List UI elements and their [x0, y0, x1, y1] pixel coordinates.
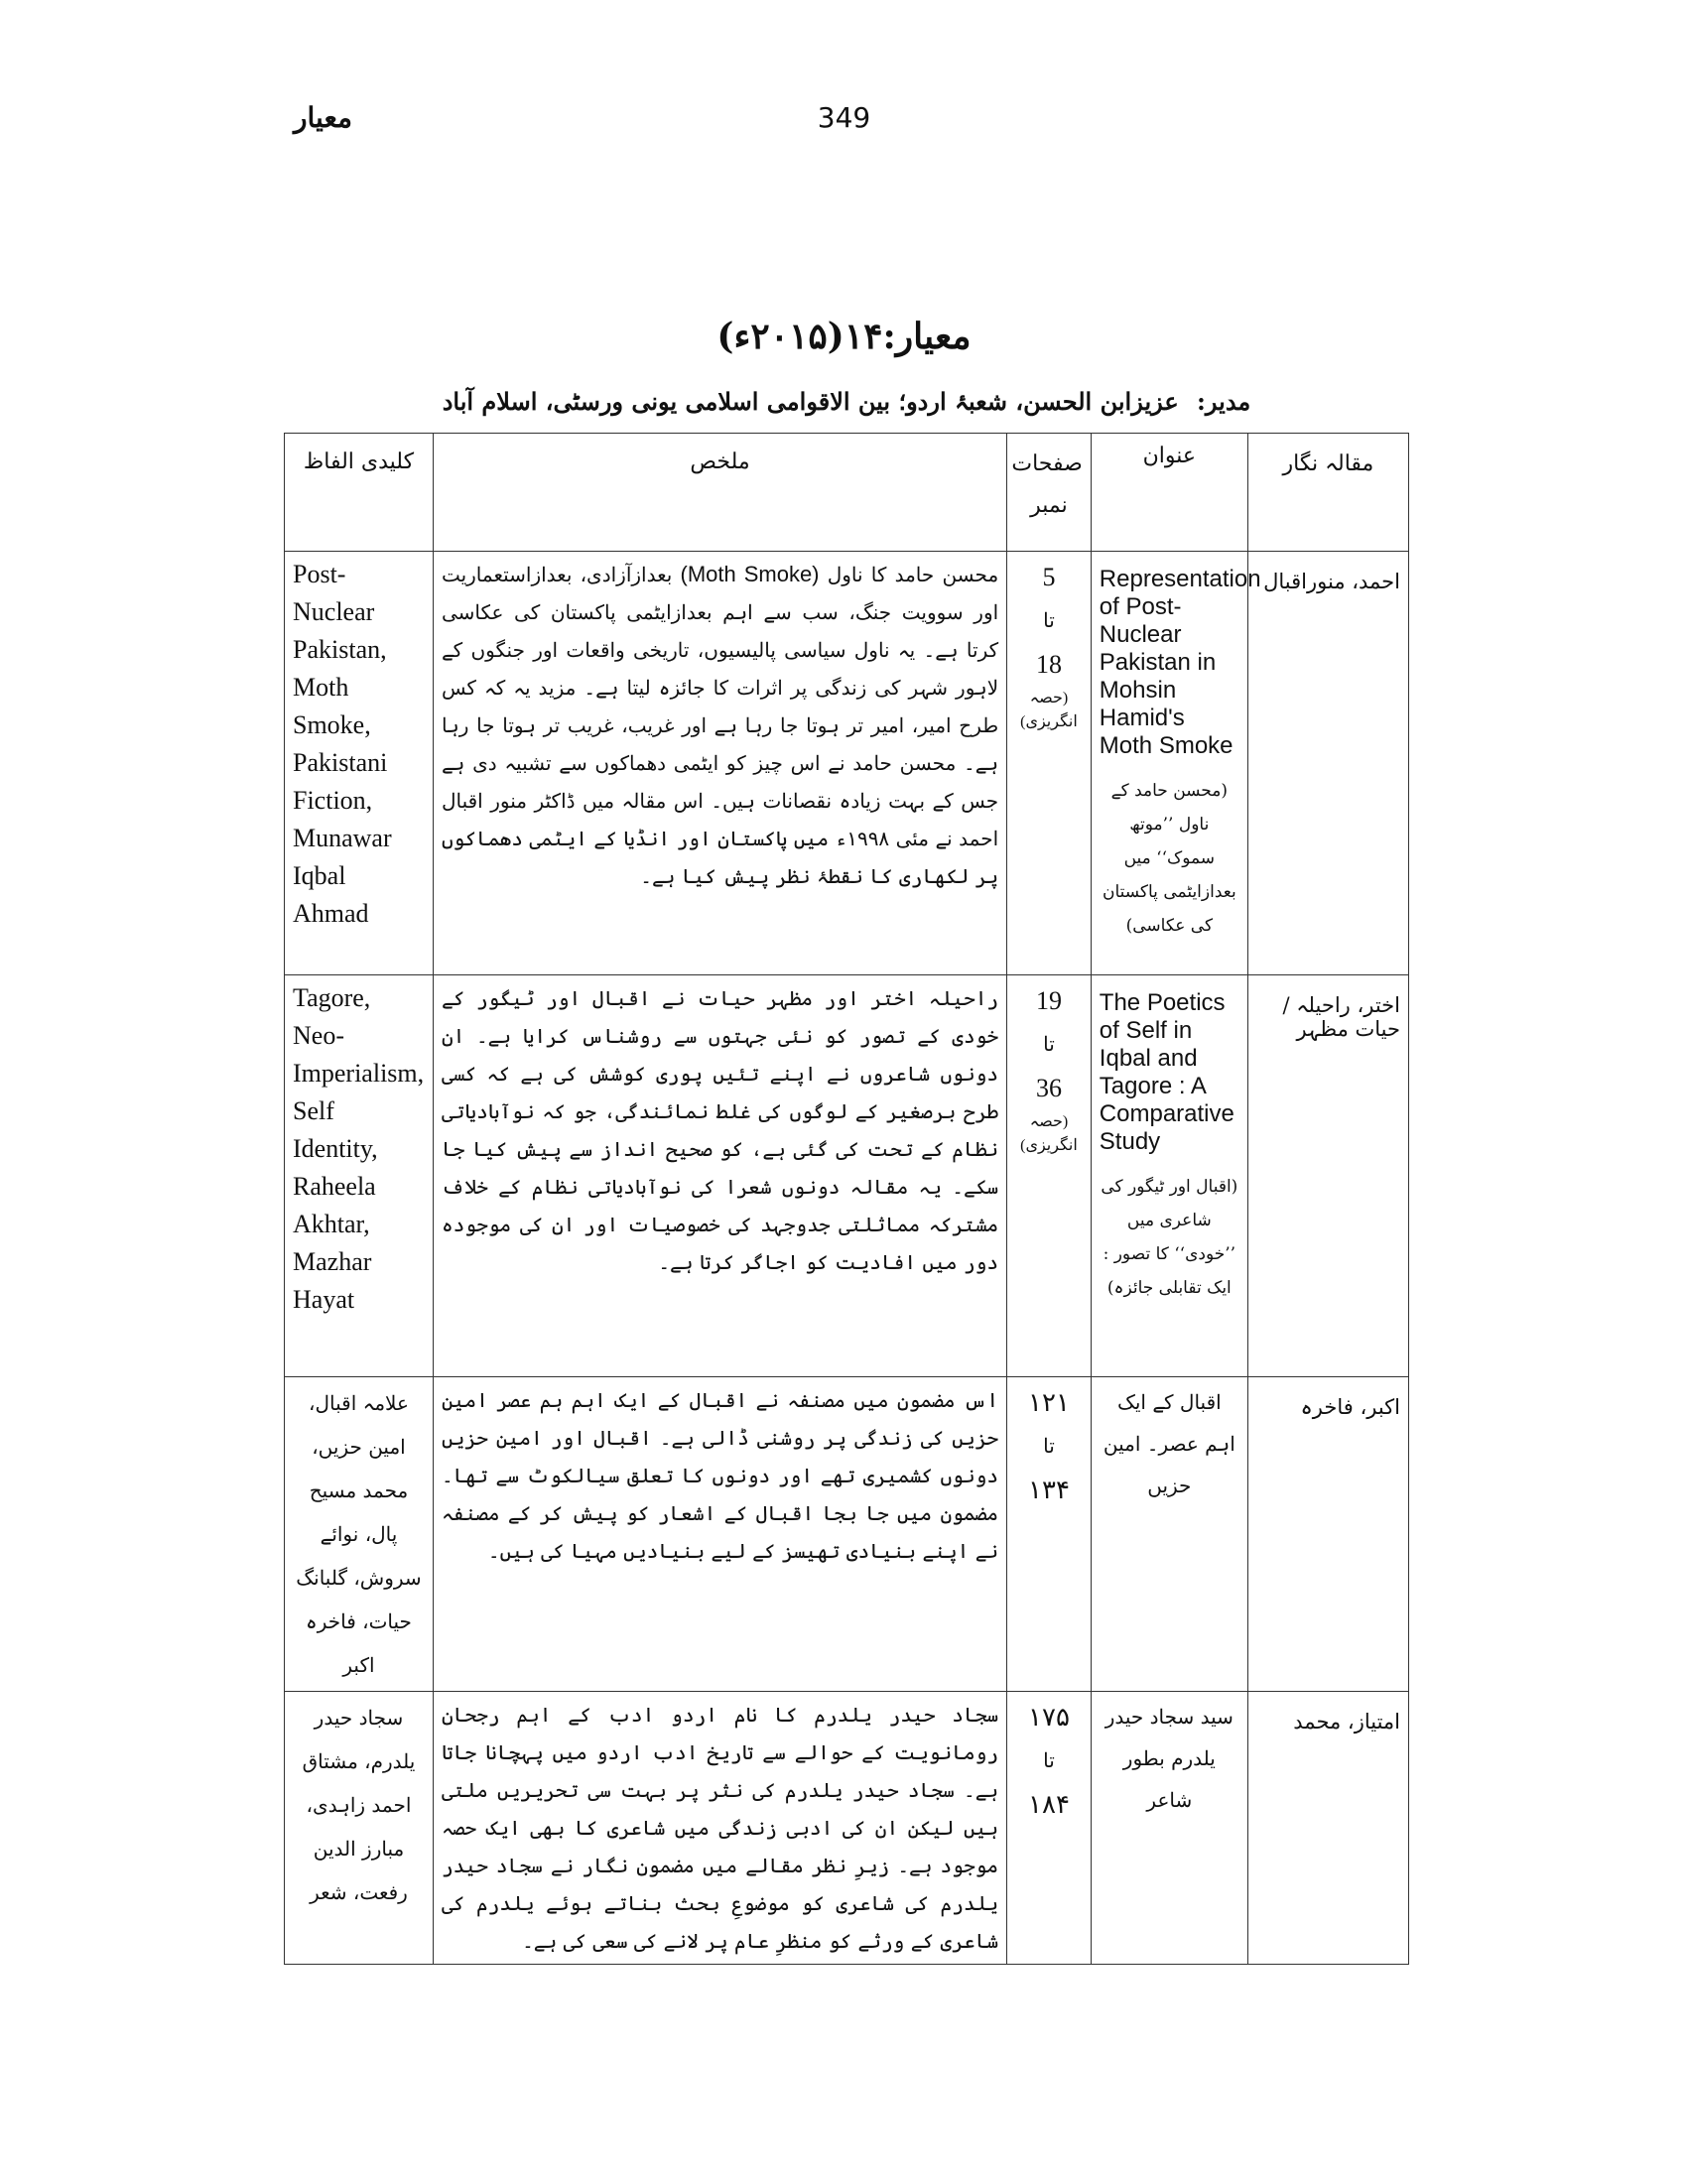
issue-title: معیار:۱۴(۲۰۱۵ء)	[716, 316, 972, 357]
page-from: 19	[1035, 986, 1062, 1015]
col-summary: ملخص	[433, 434, 1006, 552]
editor-text: عزیزابن الحسن، شعبۂ اردو؛ بین الاقوامی اسلامی یونی ورسٹی، اسلام آباد	[442, 387, 1179, 416]
row-summary: راحیلہ اختر اور مظہر حیات نے اقبال اور ٹیگور کے خودی کے تصور کو نئی جہتوں سے روشناس کرایا ہے۔ ان دونوں شاعروں نے اپنے تئیں پوری کوشش کی ہے کہ کسی طرح برصغیر کے لوگوں کی غلط نمائندگی، جو کہ نوآبادیاتی نظام کے تحت کی گئی ہے، کو صحیح انداز سے پیش کیا جا سکے۔ یہ مقالہ دونوں شعرا کی نوآبادیاتی نظام کے خلاف مشترکہ مماثلتی جدوجہد کی خصوصیات اور ان کی موجودہ دور میں افادیت کو اجاگر کرتا ہے۔	[433, 975, 1006, 1377]
page-from: ۱۲۱	[1028, 1388, 1070, 1417]
row-title-urdu: (اقبال اور ٹیگور کی شاعری میں ’’خودی‘‘ کا تصور : ایک تقابلی جائزہ)	[1101, 1177, 1238, 1298]
table-row	[285, 1692, 1409, 1965]
row-title-english: The Poetics of Self in Iqbal and Tagore : A Comparative Study	[1099, 989, 1234, 1155]
page-to: 36	[1035, 1074, 1062, 1102]
row-summary: سجاد حیدر یلدرم کا نام اردو ادب کے اہم رجحان رومانویت کے حوالے سے تاریخ ادب اردو میں پہچانا جاتا ہے۔ سجاد حیدر یلدرم کی نثر پر بہت سی تحریریں ملتی ہیں لیکن ان کی ادبی زندگی میں شاعری کا بھی ایک حصہ موجود ہے۔ زیرِ نظر مقالے میں مضمون نگار نے سجاد حیدر یلدرم کی شاعری کو موضوعِ بحث بناتے ہوئے یلدرم کی شاعری کے ورثے کو منظرِ عام پر لانے کی سعی کی ہے۔	[433, 1692, 1006, 1965]
page-to-word: تا	[1043, 1034, 1055, 1056]
page-note: (حصہ انگریزی)	[1020, 690, 1078, 730]
col-pages-line1: صفحات	[1011, 451, 1083, 476]
row-title	[1091, 552, 1261, 975]
col-pages-line2: نمبر	[1030, 493, 1068, 518]
row-author: اکبر، فاخرہ	[1247, 1377, 1408, 1692]
row-title	[1091, 975, 1247, 1377]
page-to: 18	[1035, 650, 1062, 679]
col-title: عنوان	[1091, 434, 1247, 552]
summary-before: محسن حامد کا ناول	[819, 563, 999, 586]
page-to: ۱۸۴	[1028, 1790, 1070, 1819]
col-pages	[1007, 434, 1092, 552]
row-keywords: سجاد حیدر یلدرم، مشتاق احمد زاہدی، مبارز الدین رفعت، شعر	[285, 1692, 434, 1965]
running-title: معیار	[294, 101, 353, 134]
page-to: ۱۳۴	[1028, 1476, 1070, 1504]
summary-latin: (Moth Smoke)	[680, 562, 820, 586]
col-author: مقالہ نگار	[1247, 434, 1408, 552]
editor-label: مدیر:	[1197, 387, 1251, 416]
contents-table	[284, 433, 1409, 1965]
row-keywords: Tagore, Neo-Imperialism, Self Identity, Raheela Akhtar, Mazhar Hayat	[285, 975, 434, 1377]
page-from: ۱۷۵	[1028, 1703, 1070, 1732]
editor-line	[284, 387, 1409, 416]
row-pages	[1007, 975, 1092, 1377]
row-pages	[1007, 1377, 1092, 1692]
page-to-word: تا	[1043, 1750, 1055, 1772]
row-author: احمد، منوراقبال	[1247, 552, 1408, 975]
row-author: امتیاز، محمد	[1247, 1692, 1408, 1965]
row-keywords: Post-Nuclear Pakistan, Moth Smoke, Pakistani Fiction, Munawar Iqbal Ahmad	[285, 552, 434, 975]
row-author: اختر، راحیلہ / حیات مظہر	[1247, 975, 1408, 1377]
table-row	[285, 1377, 1409, 1692]
row-summary: اس مضمون میں مصنفہ نے اقبال کے ایک اہم ہم عصر امین حزیں کی زندگی پر روشنی ڈالی ہے۔ اقبال اور امین حزیں دونوں کشمیری تھے اور دونوں کا تعلق سیالکوٹ سے تھا۔ مضمون میں جا بجا اقبال کے اشعار کو پیش کر کے مصنفہ نے اپنے بنیادی تھیسز کے لیے بنیادیں مہیا کی ہیں۔	[433, 1377, 1006, 1692]
row-summary	[433, 552, 1006, 975]
row-pages	[1007, 552, 1092, 975]
table-row	[285, 552, 1409, 975]
row-pages	[1007, 1692, 1092, 1965]
row-keywords: علامہ اقبال، امین حزیں، محمد مسیح پال، نوائے سروش، گلبانگ حیات، فاخرہ اکبر	[285, 1377, 434, 1692]
page-to-word: تا	[1043, 610, 1055, 632]
page-number: 349	[817, 101, 871, 134]
row-title: سید سجاد حیدر یلدرم بطور شاعر	[1091, 1692, 1247, 1965]
header-row	[285, 434, 1409, 552]
summary-after: بعدازآزادی، بعدازاستعماریت اور سوویت جنگ، سب سے اہم بعدازایٹمی پاکستان کی عکاسی کرتا ہے۔ یہ ناول سیاسی پالیسیوں، تاریخی واقعات اور جنگوں کے لاہور شہر کی زندگی پر اثرات کا جائزہ لیتا ہے۔ مزید یہ کہ کس طرح امیر، امیر تر ہوتا جا رہا ہے اور غریب، غریب تر ہوتا جا رہا ہے۔ محسن حامد نے اس چیز کو ایٹمی دھماکوں سے تشبیہ دی ہے جس کے بہت زیادہ نقصانات ہیں۔ اس مقالہ میں ڈاکٹر منور اقبال احمد نے مئی ۱۹۹۸ء میں پاکستان اور انڈیا کے ایٹمی دھماکوں پر لکھاری کا نقطۂ نظر پیش کیا ہے۔	[441, 563, 999, 888]
page-from: 5	[1042, 563, 1056, 591]
col-keywords: کلیدی الفاظ	[285, 434, 434, 552]
page-to-word: تا	[1043, 1436, 1055, 1458]
row-title-english: Representation of Post-Nuclear Pakistan in Mohsin Hamid's Moth Smoke	[1099, 566, 1261, 759]
row-title: اقبال کے ایک اہم عصر۔ امین حزیں	[1091, 1377, 1247, 1692]
page-note: (حصہ انگریزی)	[1020, 1113, 1078, 1154]
table-row	[285, 975, 1409, 1377]
row-title-urdu: (محسن حامد کے ناول ’’موتھ سموک‘‘ میں بعدازایٹمی پاکستان کی عکاسی)	[1102, 781, 1236, 936]
